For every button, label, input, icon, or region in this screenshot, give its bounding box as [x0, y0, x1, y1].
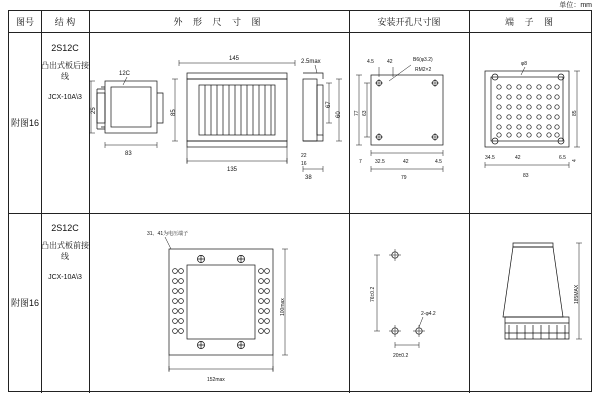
svg-text:145: 145 [229, 56, 240, 62]
svg-text:83: 83 [125, 151, 132, 157]
svg-text:60: 60 [336, 111, 342, 118]
table-header [9, 11, 591, 33]
outline-drawing-2 [89, 213, 349, 393]
structure-model: JCX-10A\3 [48, 274, 82, 281]
header-col-terminal: 端 子 图 [504, 17, 557, 27]
svg-text:25: 25 [91, 107, 97, 114]
structure-desc: 凸出式板前接线 [41, 241, 89, 261]
row-structure [41, 213, 89, 393]
svg-text:63: 63 [362, 110, 368, 116]
structure-code: 2S12C [51, 43, 79, 53]
row-id: 附图16 [10, 118, 39, 128]
structure-code: 2S12C [51, 223, 79, 233]
svg-text:4.5: 4.5 [367, 59, 374, 65]
svg-text:2-φ4.2: 2-φ4.2 [421, 311, 436, 317]
table-row [9, 213, 591, 393]
svg-text:85: 85 [171, 109, 177, 116]
svg-text:42: 42 [515, 155, 521, 161]
svg-text:2.5max: 2.5max [301, 59, 321, 65]
header-col-struct: 结 构 [54, 17, 76, 27]
spec-table [8, 10, 592, 392]
svg-text:76±0.2: 76±0.2 [370, 286, 376, 302]
svg-text:83: 83 [523, 173, 529, 179]
terminal-drawing-1 [469, 33, 593, 213]
structure-desc: 凸出式板后接线 [41, 61, 89, 81]
svg-text:152max: 152max [207, 377, 225, 383]
svg-text:16: 16 [301, 161, 307, 167]
svg-text:85: 85 [572, 110, 578, 116]
svg-text:32.5: 32.5 [375, 159, 385, 165]
unit-note: 单位：mm [559, 2, 592, 9]
terminal-drawing-2 [469, 213, 593, 393]
svg-text:38: 38 [305, 175, 312, 181]
svg-text:φ8: φ8 [521, 61, 528, 67]
svg-text:67: 67 [326, 101, 332, 108]
svg-text:79: 79 [401, 175, 407, 181]
svg-text:RM2×2: RM2×2 [415, 67, 432, 73]
svg-text:4.5: 4.5 [435, 159, 442, 165]
svg-text:22: 22 [301, 153, 307, 159]
svg-text:185MAX: 185MAX [574, 284, 580, 304]
svg-text:7: 7 [359, 159, 362, 165]
row-id: 附图16 [10, 298, 39, 308]
mounting-drawing-2 [349, 213, 469, 393]
outline-drawing-1 [89, 33, 349, 213]
svg-text:6.5: 6.5 [559, 155, 566, 161]
structure-model: JCX-10A\3 [48, 94, 82, 101]
svg-text:77: 77 [354, 110, 360, 116]
row-structure [41, 33, 89, 213]
mounting-drawing-1 [349, 33, 469, 213]
svg-text:B6(φ3.2): B6(φ3.2) [413, 57, 433, 63]
table-row [9, 33, 591, 213]
header-col-mounting: 安装开孔尺寸图 [377, 17, 441, 27]
svg-text:135: 135 [227, 167, 238, 173]
svg-text:12C: 12C [119, 71, 131, 77]
svg-text:4: 4 [572, 159, 578, 162]
svg-text:31、41为电压端子: 31、41为电压端子 [147, 231, 189, 237]
header-col-id: 图号 [15, 17, 34, 27]
svg-text:42: 42 [387, 59, 393, 65]
svg-text:34.5: 34.5 [485, 155, 495, 161]
header-col-outline: 外 形 尺 寸 图 [173, 17, 265, 27]
svg-text:20±0.2: 20±0.2 [393, 353, 409, 359]
svg-text:42: 42 [403, 159, 409, 165]
svg-text:100max: 100max [280, 298, 286, 316]
